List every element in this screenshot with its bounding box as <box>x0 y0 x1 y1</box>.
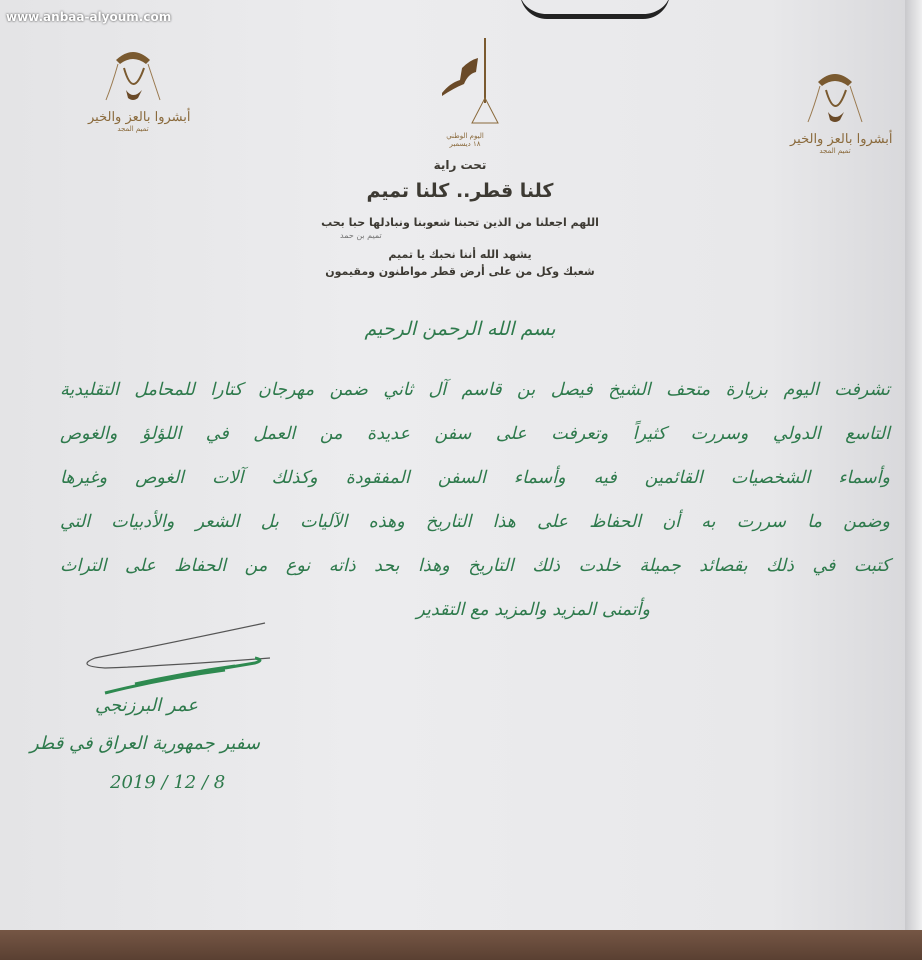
watermark: www.anbaa-alyoum.com <box>6 10 172 24</box>
signer-name: عمر البرزنجي <box>95 695 198 716</box>
prayer: اللهم اجعلنا من الذين تحبنا شعوبنا ونبادلها حبا بحب <box>321 216 599 229</box>
letter-line: وضمن ما سررت به أن الحفاظ على هذا التاريخ وهذه الآليات بل الشعر والأدبيات التي <box>60 512 890 532</box>
letter-line: تشرفت اليوم بزيارة متحف الشيخ فيصل بن قاسم آل ثاني ضمن مهرجان كتارا للمحامل التقليدية <box>60 380 890 400</box>
page-edge <box>905 0 922 930</box>
printed-header <box>300 158 620 282</box>
emir-emblem-left: أبشروا بالعز والخير تميم المجد <box>88 40 178 133</box>
portrait-icon <box>98 40 168 110</box>
basmala: بسم الله الرحمن الرحيم <box>364 318 556 340</box>
prayer-author: تميم بن حمد <box>340 231 382 240</box>
header-title: كلنا قطر.. كلنا تميم <box>366 180 554 202</box>
letter-line: كتبت في ذلك بقصائد جميلة خلدت ذلك التاريخ وهذا بحد ذاته نوع من الحفاظ على التراث <box>60 556 890 576</box>
letter-line: وأتمنى المزيد والمزيد مع التقدير <box>416 600 650 620</box>
header-line-1: يشهد الله أننا نحبك يا تميم <box>388 248 532 261</box>
letter-line: التاسع الدولي وسررت كثيراً وتعرفت على سفن عديدة من العمل في اللؤلؤ والغوص <box>60 424 890 444</box>
handwritten-letter <box>60 368 890 632</box>
national-day-logo: اليوم الوطني ١٨ ديسمبر <box>420 38 510 148</box>
letter-line: وأسماء الشخصيات القائمين فيه وأسماء السفن المفقودة وكذلك آلات الغوص وغيرها <box>60 468 890 488</box>
under-banner: تحت راية <box>433 158 487 172</box>
portrait-icon <box>800 62 870 132</box>
header-line-2: شعبك وكل من على أرض قطر مواطنون ومقيمون <box>325 265 595 278</box>
flag-icon <box>430 38 500 128</box>
letter-date: 2019 / 12 / 8 <box>110 772 226 793</box>
signer-title: سفير جمهورية العراق في قطر <box>30 733 260 754</box>
cable <box>520 0 670 19</box>
table-surface <box>0 925 922 960</box>
emir-emblem-right: أبشروا بالعز والخير تميم المجد <box>790 62 880 155</box>
signature <box>75 618 285 698</box>
